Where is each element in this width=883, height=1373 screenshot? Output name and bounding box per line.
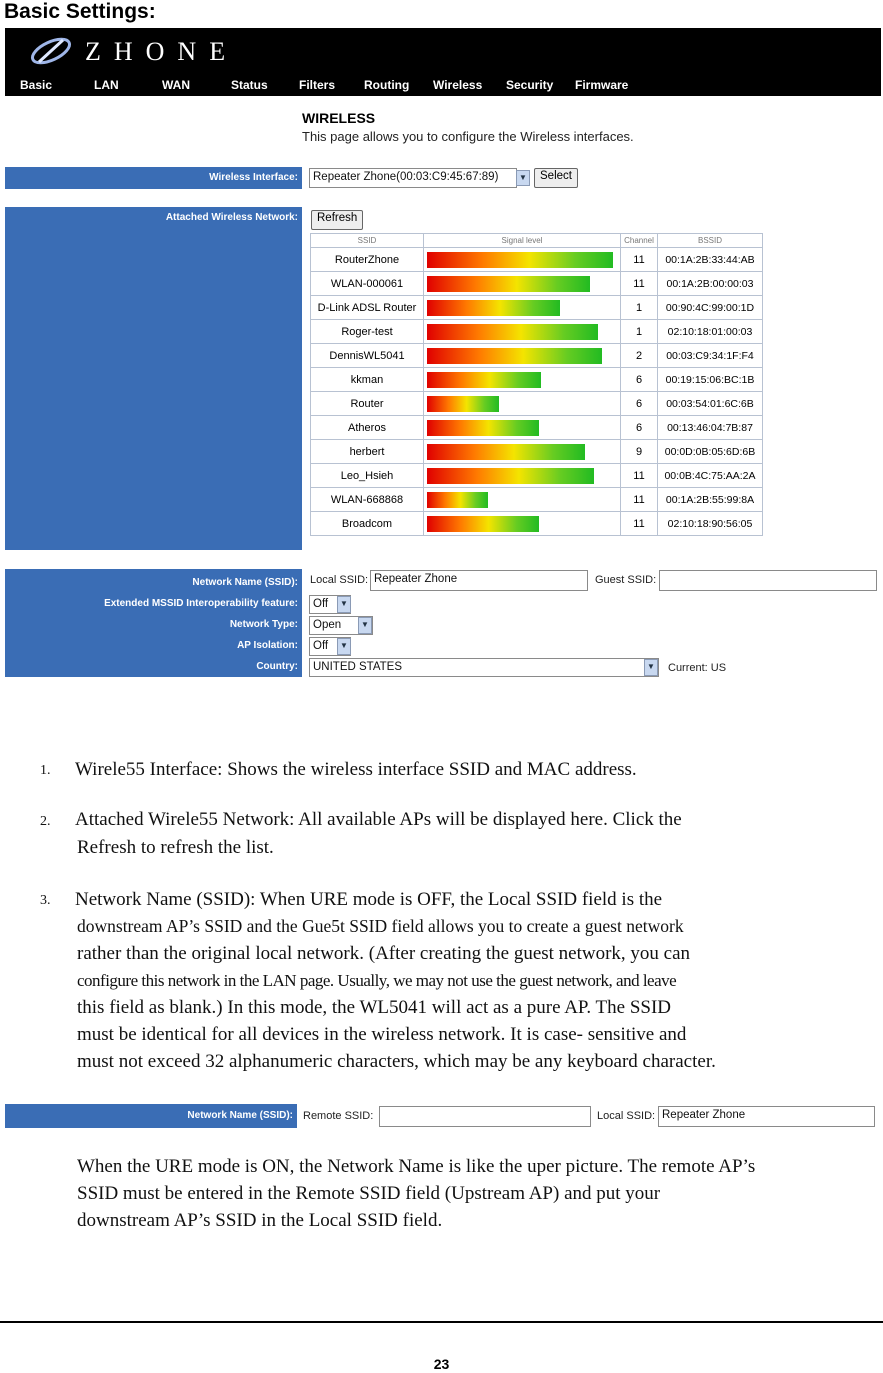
ap-signal	[424, 488, 621, 512]
item-3-lead: Network Name (SSID):	[75, 889, 256, 910]
col-bssid: BSSID	[658, 234, 763, 248]
closing-line3: downstream AP’s SSID in the Local SSID field.	[77, 1210, 443, 1231]
item-2-text	[75, 806, 855, 833]
signal-bar	[427, 468, 594, 484]
ap-signal	[424, 248, 621, 272]
col-ssid: SSID	[311, 234, 424, 248]
item-2-lead: Attached	[75, 809, 144, 830]
ap-channel: 1	[621, 320, 658, 344]
chevron-down-icon[interactable]: ▼	[358, 617, 372, 634]
main-nav	[5, 78, 881, 96]
ap-ssid: Leo_Hsieh	[311, 464, 424, 488]
ap-bssid: 00:90:4C:99:00:1D	[658, 296, 763, 320]
table-row	[311, 440, 763, 464]
page-title: WIRELESS	[302, 110, 376, 126]
item-3-line5: this field as blank.) In this mode, the WL5041 will act as a pure AP. The SSID	[77, 997, 672, 1018]
item-number: 1.	[40, 763, 51, 778]
ap-list-table	[310, 233, 763, 536]
ap-ssid: RouterZhone	[311, 248, 424, 272]
chevron-down-icon[interactable]: ▼	[644, 659, 658, 676]
ap-bssid: 00:13:46:04:7B:87	[658, 416, 763, 440]
col-signal: Signal level	[424, 234, 621, 248]
local-ssid-input[interactable]: Repeater Zhone	[370, 570, 588, 591]
ap-ssid: WLAN-000061	[311, 272, 424, 296]
item-3-line3: rather than the original local network. (After creating the guest network, you can	[77, 943, 691, 964]
item-3-line2: downstream AP’s SSID and the Gue5t SSID field allows you to create a guest network	[77, 916, 684, 936]
table-row	[311, 320, 763, 344]
table-row	[311, 488, 763, 512]
country-select[interactable]: UNITED STATES	[309, 658, 659, 677]
ap-channel: 11	[621, 488, 658, 512]
network-type-label: Network Type:	[229, 619, 298, 630]
extended-mssid-label: Extended MSSID Interoperability feature:	[104, 598, 298, 609]
guest-ssid-label: Guest SSID:	[595, 574, 657, 586]
refresh-button[interactable]: Refresh	[311, 210, 363, 230]
signal-bar	[427, 276, 590, 292]
ap-signal	[424, 392, 621, 416]
ap-ssid: Router	[311, 392, 424, 416]
item-number: 2.	[40, 814, 51, 829]
signal-bar	[427, 324, 598, 340]
ap-channel: 2	[621, 344, 658, 368]
ap-channel: 11	[621, 464, 658, 488]
nav-wireless[interactable]: Wireless	[433, 78, 483, 92]
item-number: 3.	[40, 893, 51, 908]
zhone-logo-icon	[29, 36, 73, 66]
nav-wan[interactable]: WAN	[162, 78, 190, 92]
ap-signal	[424, 344, 621, 368]
ap-channel: 11	[621, 248, 658, 272]
remote-network-label: Network Name (SSID):	[5, 1104, 297, 1128]
network-type-select[interactable]: Open	[309, 616, 373, 635]
ap-isolation-label: AP Isolation:	[237, 640, 298, 651]
closing-line2: SSID must be entered in the Remote SSID field (Upstream AP) and put your	[77, 1183, 661, 1204]
table-row	[311, 248, 763, 272]
wireless-interface-select[interactable]: Repeater Zhone(00:03:C9:45:67:89)	[309, 168, 517, 188]
table-row	[311, 416, 763, 440]
signal-bar	[427, 492, 488, 508]
closing-line1: When the URE mode is ON, the Network Name is like the uper picture. The remote AP’s	[77, 1156, 756, 1177]
guest-ssid-input[interactable]	[659, 570, 877, 591]
table-row	[311, 464, 763, 488]
item-3-line7: must not exceed 32 alphanumeric characters, which may be any keyboard character.	[77, 1051, 716, 1072]
ap-ssid: D-Link ADSL Router	[311, 296, 424, 320]
ap-ssid: WLAN-668868	[311, 488, 424, 512]
ap-ssid: Atheros	[311, 416, 424, 440]
ap-channel: 1	[621, 296, 658, 320]
signal-bar	[427, 420, 539, 436]
item-2-line2: Refresh to refresh the list.	[77, 837, 274, 858]
item-1-text	[75, 756, 855, 783]
ap-signal	[424, 416, 621, 440]
ap-bssid: 00:1A:2B:55:99:8A	[658, 488, 763, 512]
signal-bar	[427, 252, 613, 268]
item-3-text	[75, 886, 845, 913]
item-3-line4: configure this network in the LAN page. Usually, we may not use the guest network, and leave	[77, 971, 677, 990]
ap-bssid: 00:1A:2B:00:00:03	[658, 272, 763, 296]
ap-bssid: 00:1A:2B:33:44:AB	[658, 248, 763, 272]
ap-bssid: 00:03:C9:34:1F:F4	[658, 344, 763, 368]
table-row	[311, 296, 763, 320]
select-button[interactable]: Select	[534, 168, 578, 188]
remote-local-ssid-label: Local SSID:	[597, 1110, 656, 1122]
table-header-row	[311, 234, 763, 248]
table-row	[311, 368, 763, 392]
page-description: This page allows you to configure the Wireless interfaces.	[302, 129, 634, 144]
item-1-lead: Wirele55 Interface:	[75, 759, 223, 780]
brand-name: ZHONE	[85, 37, 239, 66]
ap-channel: 11	[621, 272, 658, 296]
item-1-body: Shows the wireless interface SSID and MAC address.	[222, 759, 637, 780]
remote-ssid-input[interactable]	[379, 1106, 591, 1127]
ap-signal	[424, 512, 621, 536]
ap-channel: 6	[621, 392, 658, 416]
settings-labels	[5, 569, 302, 677]
nav-basic[interactable]: Basic	[20, 78, 53, 92]
ap-ssid: DennisWL5041	[311, 344, 424, 368]
ap-ssid: Broadcom	[311, 512, 424, 536]
nav-firmware[interactable]: Firmware	[575, 78, 629, 92]
chevron-down-icon[interactable]: ▼	[337, 638, 351, 655]
item-3-line6: must be identical for all devices in the wireless network. It is case- sensitive and	[77, 1024, 687, 1045]
remote-ssid-label: Remote SSID:	[303, 1110, 374, 1122]
ap-channel: 6	[621, 416, 658, 440]
nav-status[interactable]: Status	[231, 78, 268, 92]
ap-bssid: 00:19:15:06:BC:1B	[658, 368, 763, 392]
ap-bssid: 00:0B:4C:75:AA:2A	[658, 464, 763, 488]
ap-bssid: 02:10:18:90:56:05	[658, 512, 763, 536]
chevron-down-icon[interactable]: ▼	[516, 170, 530, 186]
local-ssid-label: Local SSID:	[310, 574, 369, 586]
table-row	[311, 392, 763, 416]
ap-signal	[424, 320, 621, 344]
table-row	[311, 272, 763, 296]
signal-bar	[427, 348, 602, 364]
col-channel: Channel	[621, 234, 658, 248]
ap-signal	[424, 440, 621, 464]
ap-bssid: 02:10:18:01:00:03	[658, 320, 763, 344]
ssid-label: Network Name (SSID):	[192, 577, 298, 588]
ap-channel: 6	[621, 368, 658, 392]
ap-signal	[424, 296, 621, 320]
signal-bar	[427, 444, 585, 460]
nav-routing[interactable]: Routing	[364, 78, 410, 92]
ap-bssid: 00:0D:0B:05:6D:6B	[658, 440, 763, 464]
ap-bssid: 00:03:54:01:6C:6B	[658, 392, 763, 416]
ap-signal	[424, 272, 621, 296]
ap-signal	[424, 464, 621, 488]
wireless-interface-label: Wireless Interface:	[5, 167, 302, 189]
signal-bar	[427, 516, 539, 532]
nav-lan[interactable]: LAN	[94, 78, 119, 92]
extended-mssid-select[interactable]: Off	[309, 595, 351, 614]
table-row	[311, 344, 763, 368]
attached-network-label: Attached Wireless Network:	[5, 207, 302, 550]
footer-divider	[0, 1321, 883, 1323]
remote-local-ssid-input[interactable]: Repeater Zhone	[658, 1106, 875, 1127]
signal-bar	[427, 300, 560, 316]
ap-ssid: kkman	[311, 368, 424, 392]
chevron-down-icon[interactable]: ▼	[337, 596, 351, 613]
ap-ssid: Roger-test	[311, 320, 424, 344]
router-banner	[5, 28, 881, 96]
item-2-body: Wirele55 Network: All available APs will be displayed here. Click the	[143, 809, 682, 830]
signal-bar	[427, 396, 499, 412]
nav-security[interactable]: Security	[506, 78, 554, 92]
current-country: Current: US	[668, 662, 727, 674]
ap-isolation-select[interactable]: Off	[309, 637, 351, 656]
signal-bar	[427, 372, 541, 388]
ap-signal	[424, 368, 621, 392]
page-number: 23	[433, 1356, 450, 1372]
table-row	[311, 512, 763, 536]
ap-ssid: herbert	[311, 440, 424, 464]
country-label: Country:	[256, 661, 298, 672]
section-heading: Basic Settings:	[4, 0, 156, 23]
ap-channel: 11	[621, 512, 658, 536]
nav-filters[interactable]: Filters	[299, 78, 336, 92]
ap-channel: 9	[621, 440, 658, 464]
item-3-body: When URE mode is OFF, the Local SSID field is the	[255, 889, 663, 910]
